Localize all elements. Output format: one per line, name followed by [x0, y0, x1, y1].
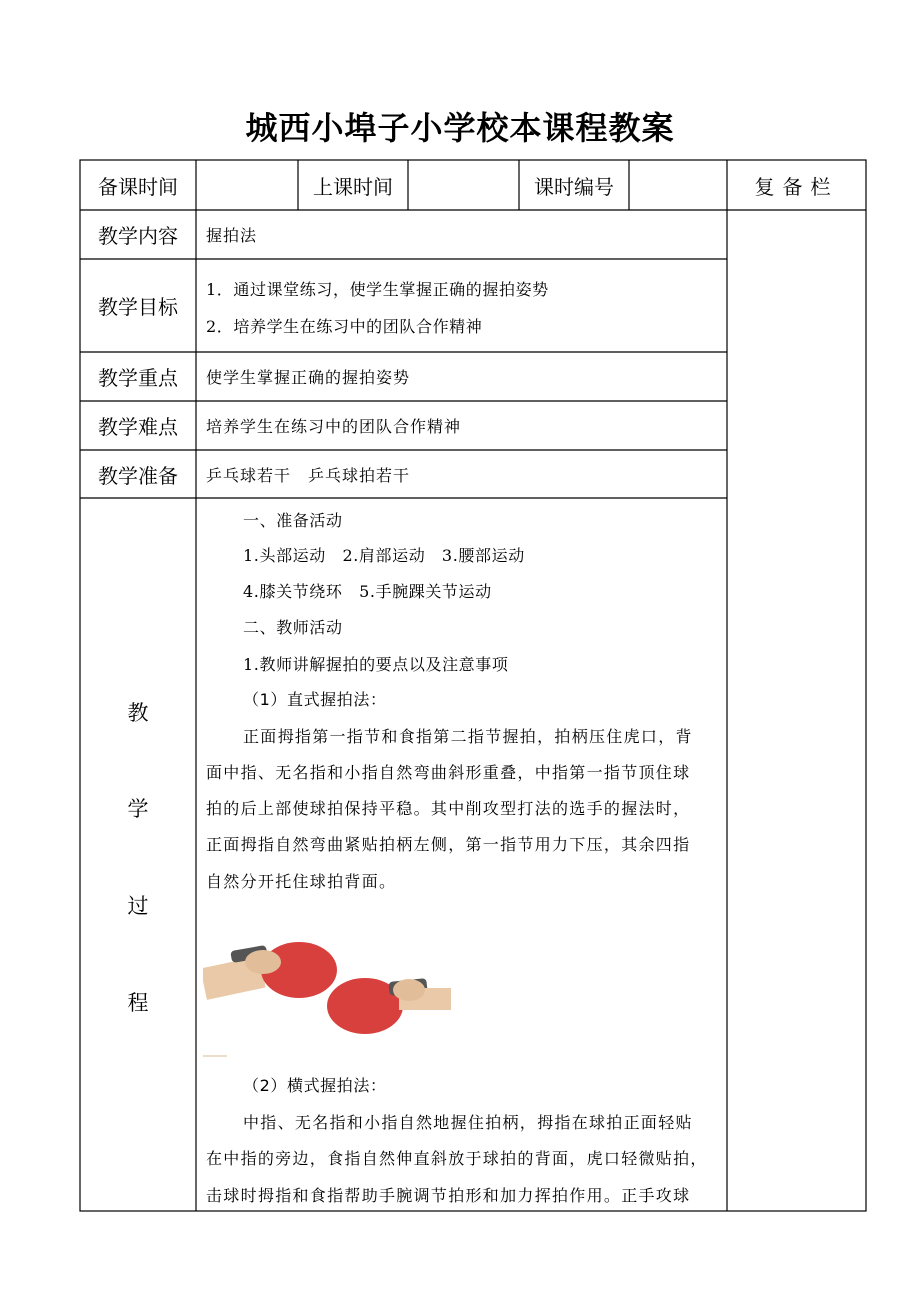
class-time-label: 上课时间	[313, 174, 393, 199]
process-label-char: 过	[127, 894, 149, 918]
warmup-line: 4.膝关节绕环 5.手腕踝关节运动	[243, 582, 492, 601]
content-label: 教学内容	[98, 224, 178, 248]
lesson-number-value	[629, 160, 727, 210]
grip-illustration	[203, 932, 451, 1060]
preparation-label: 教学准备	[98, 463, 178, 488]
difficulty-value: 培养学生在练习中的团队合作精神	[206, 417, 462, 436]
page-title: 城西小埠子小学校本课程教案	[245, 109, 675, 147]
goal-item: 2．培养学生在练习中的团队合作精神	[206, 317, 483, 336]
content-value: 握拍法	[206, 226, 258, 245]
section-title: 一、准备活动	[243, 511, 343, 530]
goals-label: 教学目标	[98, 295, 178, 319]
process-label-char: 学	[127, 797, 149, 821]
class-time-value	[408, 160, 519, 210]
process-label-char: 程	[127, 991, 149, 1015]
pen-grip-line: 拍的后上部使球拍保持平稳。其中削攻型打法的选手的握法时，	[206, 799, 691, 818]
shakehand-grip-line: 击球时拇指和食指帮助手腕调节拍形和加力挥拍作用。正手攻球	[206, 1186, 691, 1205]
process-label-char: 教	[127, 701, 149, 725]
preparation-value: 乒乓球若干 乒乓球拍若干	[206, 465, 411, 485]
shakehand-grip-title: （2）横式握拍法：	[243, 1076, 387, 1095]
shakehand-grip-line: 中指、无名指和小指自然地握住拍柄，拇指在球拍正面轻贴	[243, 1113, 693, 1132]
pen-grip-title: （1）直式握拍法：	[243, 690, 387, 709]
teacher-activity-line: 1.教师讲解握拍的要点以及注意事项	[243, 655, 509, 674]
pen-grip-line: 面中指、无名指和小指自然弯曲斜形重叠，中指第一指节顶住球	[206, 763, 691, 782]
pen-hold-paddle	[203, 942, 337, 1000]
goal-item: 1．通过课堂练习，使学生掌握正确的握拍姿势	[206, 280, 549, 299]
shakehand-hold-paddle	[327, 978, 451, 1034]
pen-grip-line: 正面拇指自然弯曲紧贴拍柄左侧，第一指节用力下压，其余四指	[206, 835, 691, 854]
section-title: 二、教师活动	[243, 618, 343, 637]
shakehand-grip-line: 在中指的旁边，食指自然伸直斜放于球拍的背面，虎口轻微贴拍，	[206, 1149, 708, 1168]
prep-time-value	[196, 160, 298, 210]
review-column-label: 复备栏	[754, 174, 839, 199]
pen-grip-line: 正面拇指第一指节和食指第二指节握拍，拍柄压住虎口，背	[243, 727, 693, 746]
pen-grip-line: 自然分开托住球拍背面。	[206, 872, 397, 891]
lesson-number-label: 课时编号	[534, 174, 614, 199]
difficulty-label: 教学难点	[98, 415, 178, 439]
key-point-value: 使学生掌握正确的握拍姿势	[206, 368, 411, 387]
key-point-label: 教学重点	[98, 366, 178, 390]
warmup-line: 1.头部运动 2.肩部运动 3.腰部运动	[243, 546, 525, 565]
prep-time-label: 备课时间	[98, 174, 178, 199]
